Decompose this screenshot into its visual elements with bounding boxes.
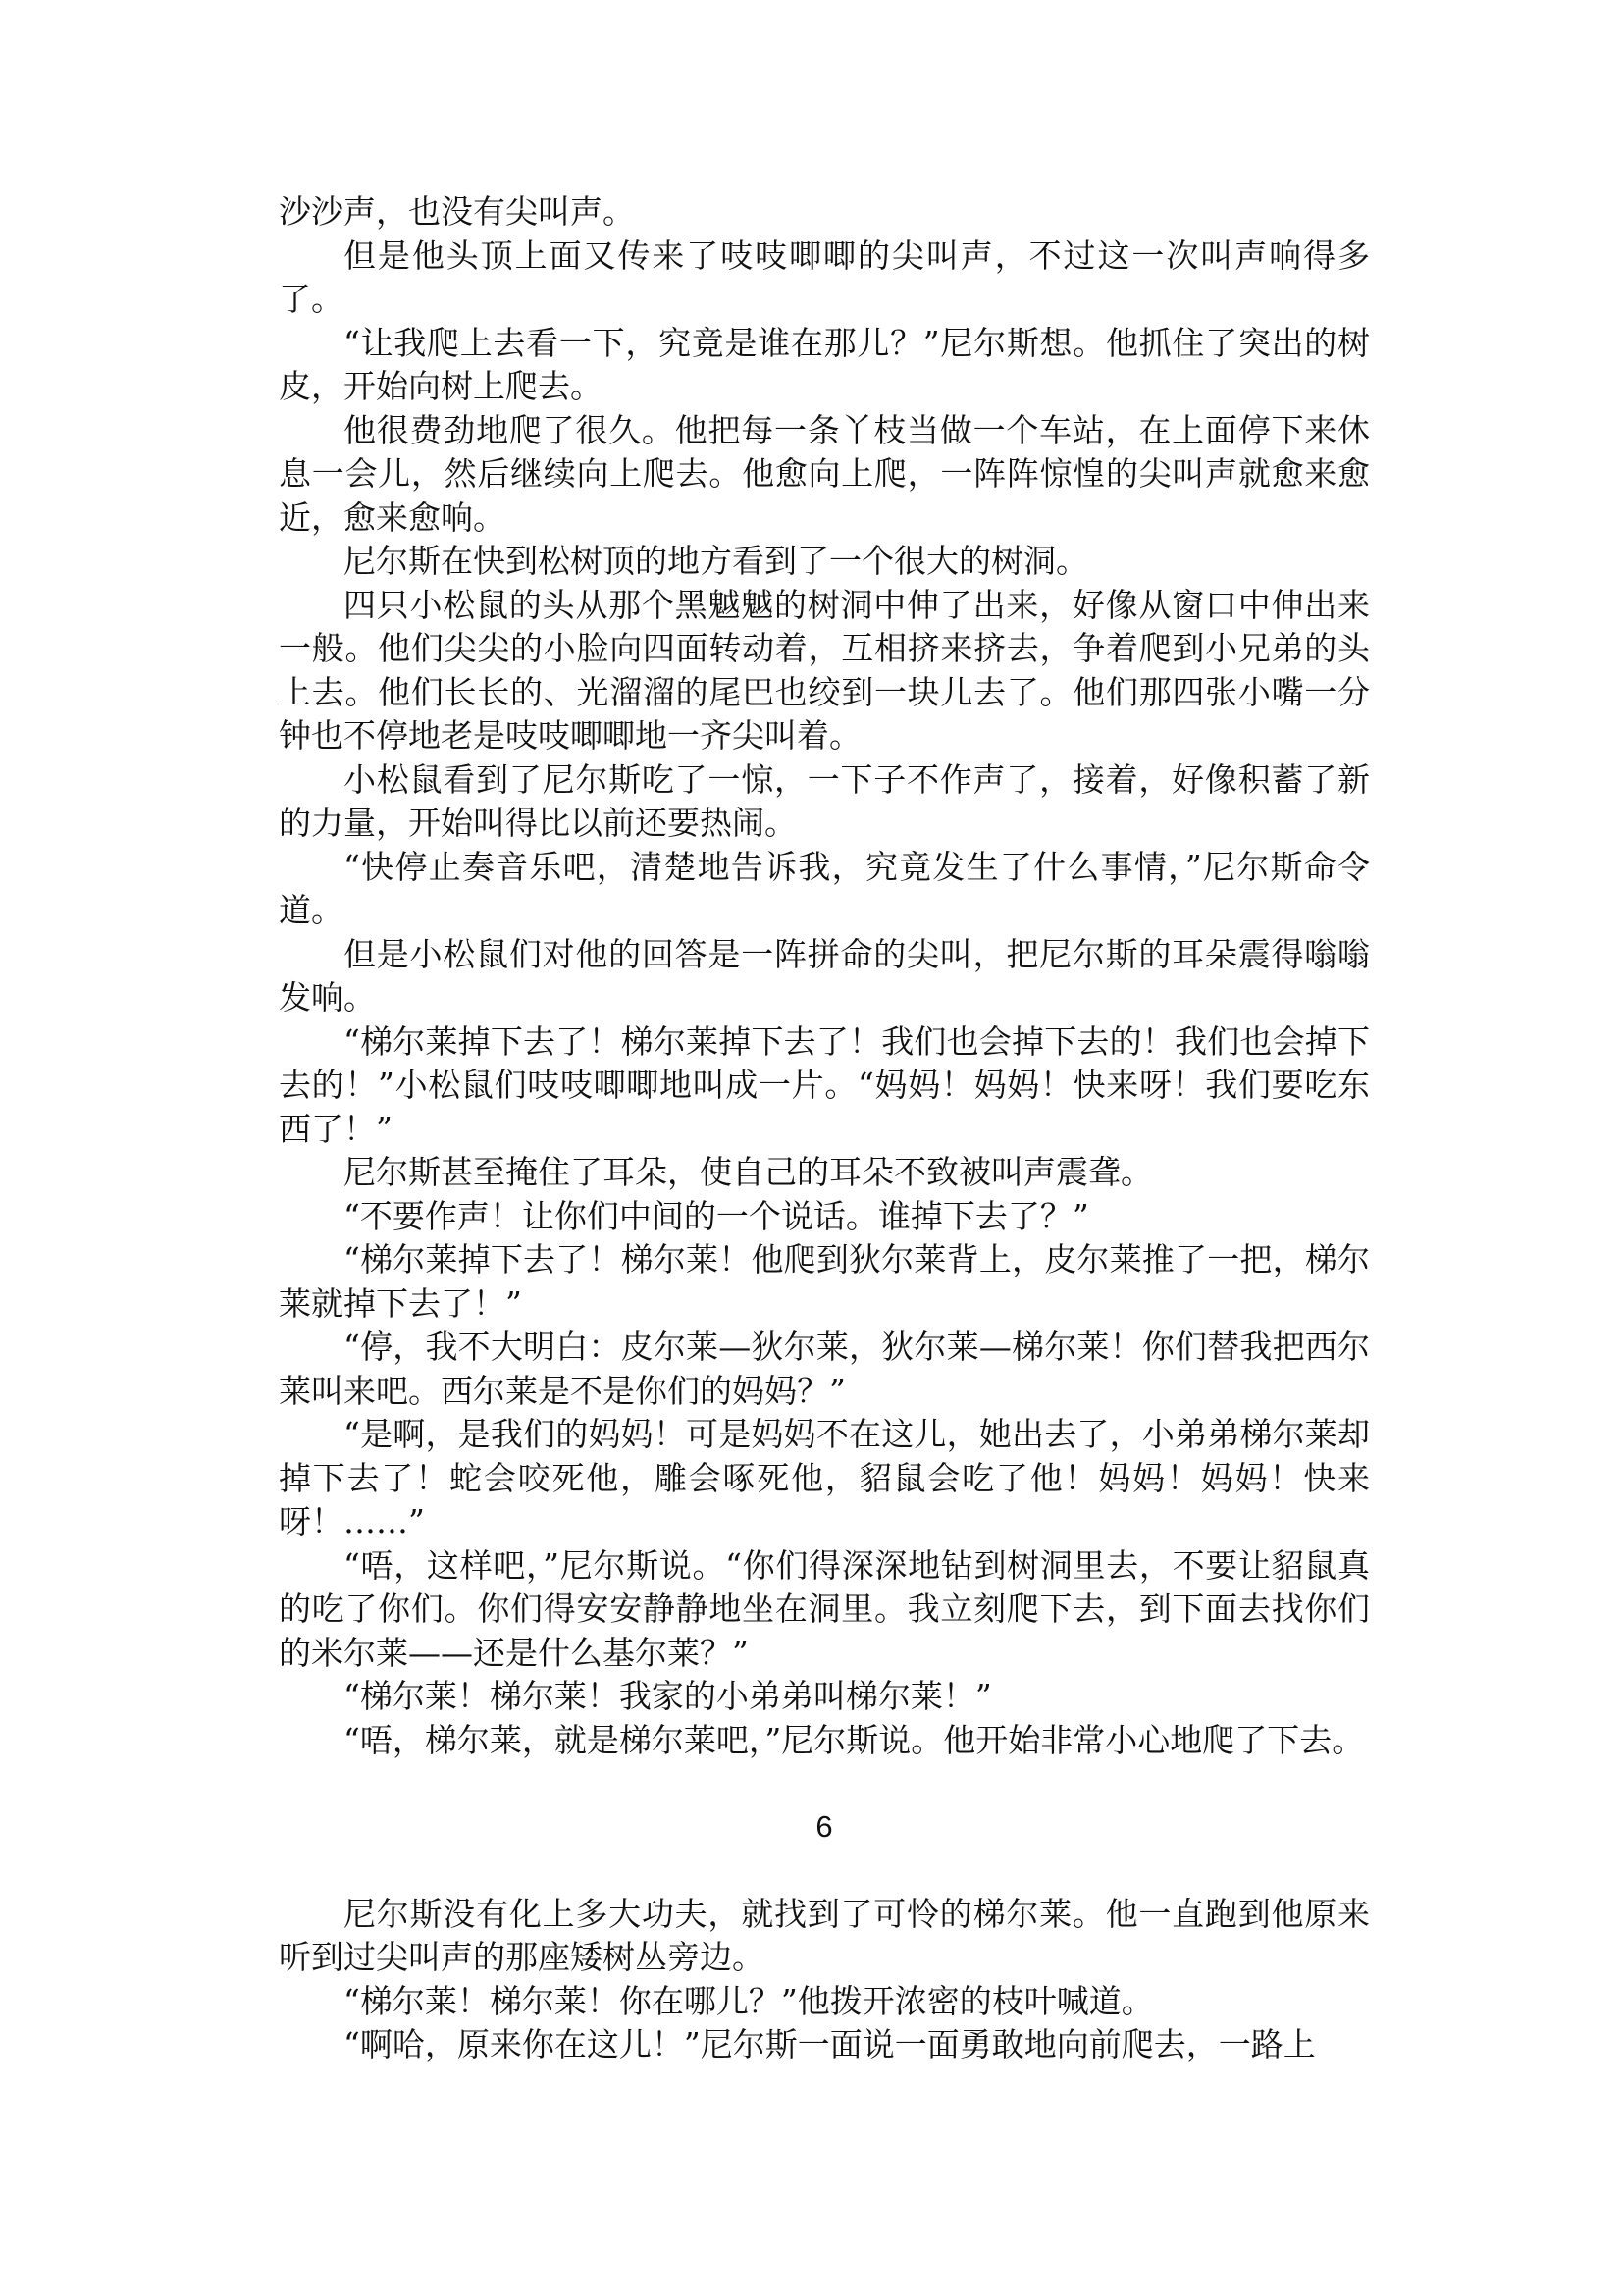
- paragraph: 尼尔斯没有化上多大功夫，就找到了可怜的梯尔莱。他一直跑到他原来听到过尖叫声的那座矮树丛旁边。: [279, 1894, 1370, 1976]
- paragraph: “梯尔莱！梯尔莱！你在哪儿？”他拨开浓密的枝叶喊道。: [343, 1981, 1154, 2020]
- paragraph: “梯尔莱掉下去了！梯尔莱！他爬到狄尔莱背上，皮尔莱推了一把，梯尔莱就掉下去了！”: [279, 1240, 1370, 1323]
- paragraph: “唔，梯尔莱，就是梯尔莱吧，”尼尔斯说。他开始非常小心地爬了下去。: [343, 1720, 1365, 1759]
- paragraph: 但是小松鼠们对他的回答是一阵拼命的尖叫，把尼尔斯的耳朵震得嗡嗡发响。: [279, 934, 1370, 1017]
- paragraph: 他很费劲地爬了很久。他把每一条丫枝当做一个车站，在上面停下来休息一会儿，然后继续向上爬去。他愈向上爬，一阵阵惊惶的尖叫声就愈来愈近，愈来愈响。: [279, 410, 1370, 537]
- body-text: [279, 190, 1370, 2067]
- paragraph: “快停止奏音乐吧，清楚地告诉我，究竟发生了什么事情，”尼尔斯命令道。: [279, 847, 1370, 929]
- paragraph: “让我爬上去看一下，究竟是谁在那儿？”尼尔斯想。他抓住了突出的树皮，开始向树上爬去。: [279, 323, 1370, 405]
- paragraph: 四只小松鼠的头从那个黑魆魆的树洞中伸了出来，好像从窗口中伸出来一般。他们尖尖的小脸向四面转动着，互相挤来挤去，争着爬到小兄弟的头上去。他们长长的、光溜溜的尾巴也绞到一块儿去了。他们那四张小嘴一分钟也不停地老是吱吱唧唧地一齐尖叫着。: [279, 585, 1370, 755]
- paragraph: “梯尔莱掉下去了！梯尔莱掉下去了！我们也会掉下去的！我们也会掉下去的！”小松鼠们吱吱唧唧地叫成一片。“妈妈！妈妈！快来呀！我们要吃东西了！”: [279, 1021, 1370, 1148]
- paragraph: “唔，这样吧，”尼尔斯说。“你们得深深地钻到树洞里去，不要让貂鼠真的吃了你们。你们得安安静静地坐在洞里。我立刻爬下去，到下面去找你们的米尔莱——还是什么基尔莱？”: [279, 1545, 1370, 1672]
- paragraph: 沙沙声，也没有尖叫声。: [279, 192, 635, 231]
- paragraph: “啊哈，原来你在这儿！”尼尔斯一面说一面勇敢地向前爬去，一路上: [343, 2025, 1316, 2063]
- paragraph: “停，我不大明白：皮尔莱—狄尔莱，狄尔莱—梯尔莱！你们替我把西尔莱叫来吧。西尔莱是不是你们的妈妈？”: [279, 1328, 1370, 1410]
- paragraph: 尼尔斯甚至掩住了耳朵，使自己的耳朵不致被叫声震聋。: [343, 1153, 1153, 1191]
- paragraph: “是啊，是我们的妈妈！可是妈妈不在这儿，她出去了，小弟弟梯尔莱却掉下去了！蛇会咬死他，雕会啄死他，貂鼠会吃了他！妈妈！妈妈！快来呀！……”: [279, 1415, 1370, 1540]
- paragraph: “不要作声！让你们中间的一个说话。谁掉下去了？”: [343, 1196, 1089, 1235]
- paragraph: 但是他头顶上面又传来了吱吱唧唧的尖叫声，不过这一次叫声响得多了。: [279, 235, 1370, 318]
- paragraph: 尼尔斯在快到松树顶的地方看到了一个很大的树洞。: [343, 542, 1088, 580]
- paragraph: “梯尔莱！梯尔莱！我家的小弟弟叫梯尔莱！”: [343, 1677, 992, 1715]
- chapter-number: 6: [815, 1809, 833, 1844]
- paragraph: 小松鼠看到了尼尔斯吃了一惊，一下子不作声了，接着，好像积蓄了新的力量，开始叫得比以前还要热闹。: [279, 759, 1370, 842]
